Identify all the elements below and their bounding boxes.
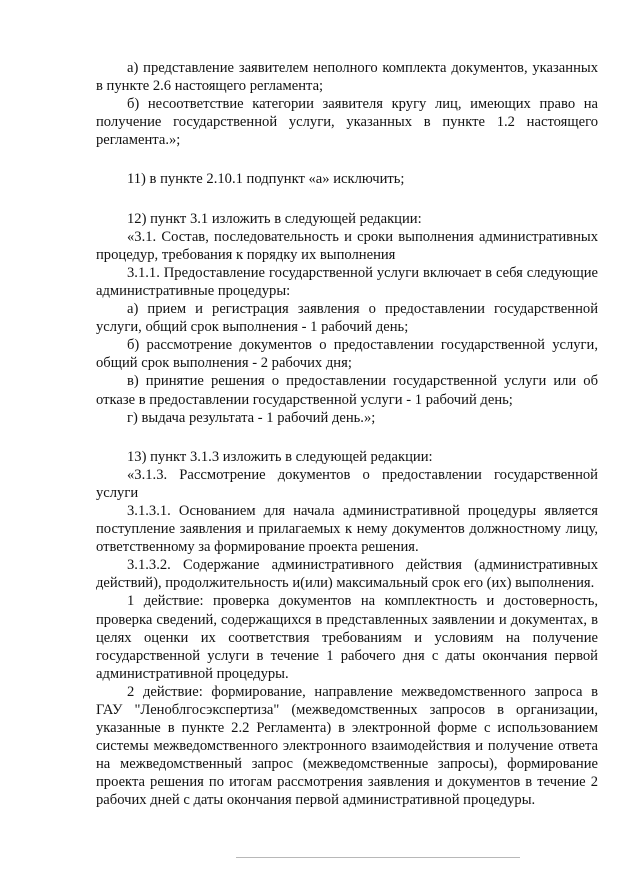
paragraph-item-a-incomplete-documents: а) представление заявителем неполного комплекта документов, указанных в пункте 2.6 настоящего регламента;: [96, 60, 598, 95]
paragraph-section-3-1-3-heading: «3.1.3. Рассмотрение документов о предоставлении государственной услуги: [96, 466, 598, 501]
paragraph-section-3-1-heading: «3.1. Состав, последовательность и сроки выполнения административных процедур, требования к порядку их выполнения: [96, 228, 598, 263]
paragraph-item-11: 11) в пункте 2.10.1 подпункт «а» исключить;: [127, 171, 405, 188]
paragraph-3-1-3-2: 3.1.3.2. Содержание административного действия (административных действий), продолжительность и(или) максимальный срок его (их) выполнения.: [96, 557, 598, 592]
paragraph-item-b-applicant-category: б) несоответствие категории заявителя кругу лиц, имеющих право на получение государственной услуги, указанных в пункте 1.2 настоящего регламента.»;: [96, 96, 598, 149]
scan-edge-line: [236, 857, 520, 858]
paragraph-procedure-a: а) прием и регистрация заявления о предоставлении государственной услуги, общий срок выполнения - 1 рабочий день;: [96, 301, 598, 336]
paragraph-action-2: 2 действие: формирование, направление межведомственного запроса в ГАУ "Леноблгосэкспертиза" (межведомственных запросов в организации, указанные в пункте 2.2 Регламента) в электронной форме с использованием системы межведомственного электронного взаимодействия и получение ответа на межведомственный запрос (межведомственные запросы), формирование проекта решения по итогам рассмотрения заявления и документов в течение 2 рабочих дней с даты окончания первой административной процедуры.: [96, 683, 598, 809]
paragraph-item-12: 12) пункт 3.1 изложить в следующей редакции:: [127, 210, 422, 227]
paragraph-item-13: 13) пункт 3.1.3 изложить в следующей редакции:: [127, 448, 433, 465]
paragraph-procedure-c: в) принятие решения о предоставлении государственной услуги или об отказе в предоставлении государственной услуги - 1 рабочий день;: [96, 373, 598, 408]
paragraph-procedure-d: г) выдача результата - 1 рабочий день.»;: [127, 409, 376, 426]
paragraph-3-1-3-1: 3.1.3.1. Основанием для начала административной процедуры является поступление заявления и прилагаемых к нему документов должностному лицу, ответственному за формирование проекта решения.: [96, 502, 598, 556]
paragraph-procedure-b: б) рассмотрение документов о предоставлении государственной услуги, общий срок выполнения - 2 рабочих дня;: [96, 337, 598, 372]
document-body: [96, 59, 598, 810]
paragraph-3-1-1: 3.1.1. Предоставление государственной услуги включает в себя следующие административные процедуры:: [96, 264, 598, 299]
paragraph-action-1: 1 действие: проверка документов на комплектность и достоверность, проверка сведений, содержащихся в представленных заявлении и документах, в целях оценки их соответствия требованиям и условиям на получение государственной услуги в течение 1 рабочего дня с даты окончания первой административной процедуры.: [96, 593, 598, 682]
